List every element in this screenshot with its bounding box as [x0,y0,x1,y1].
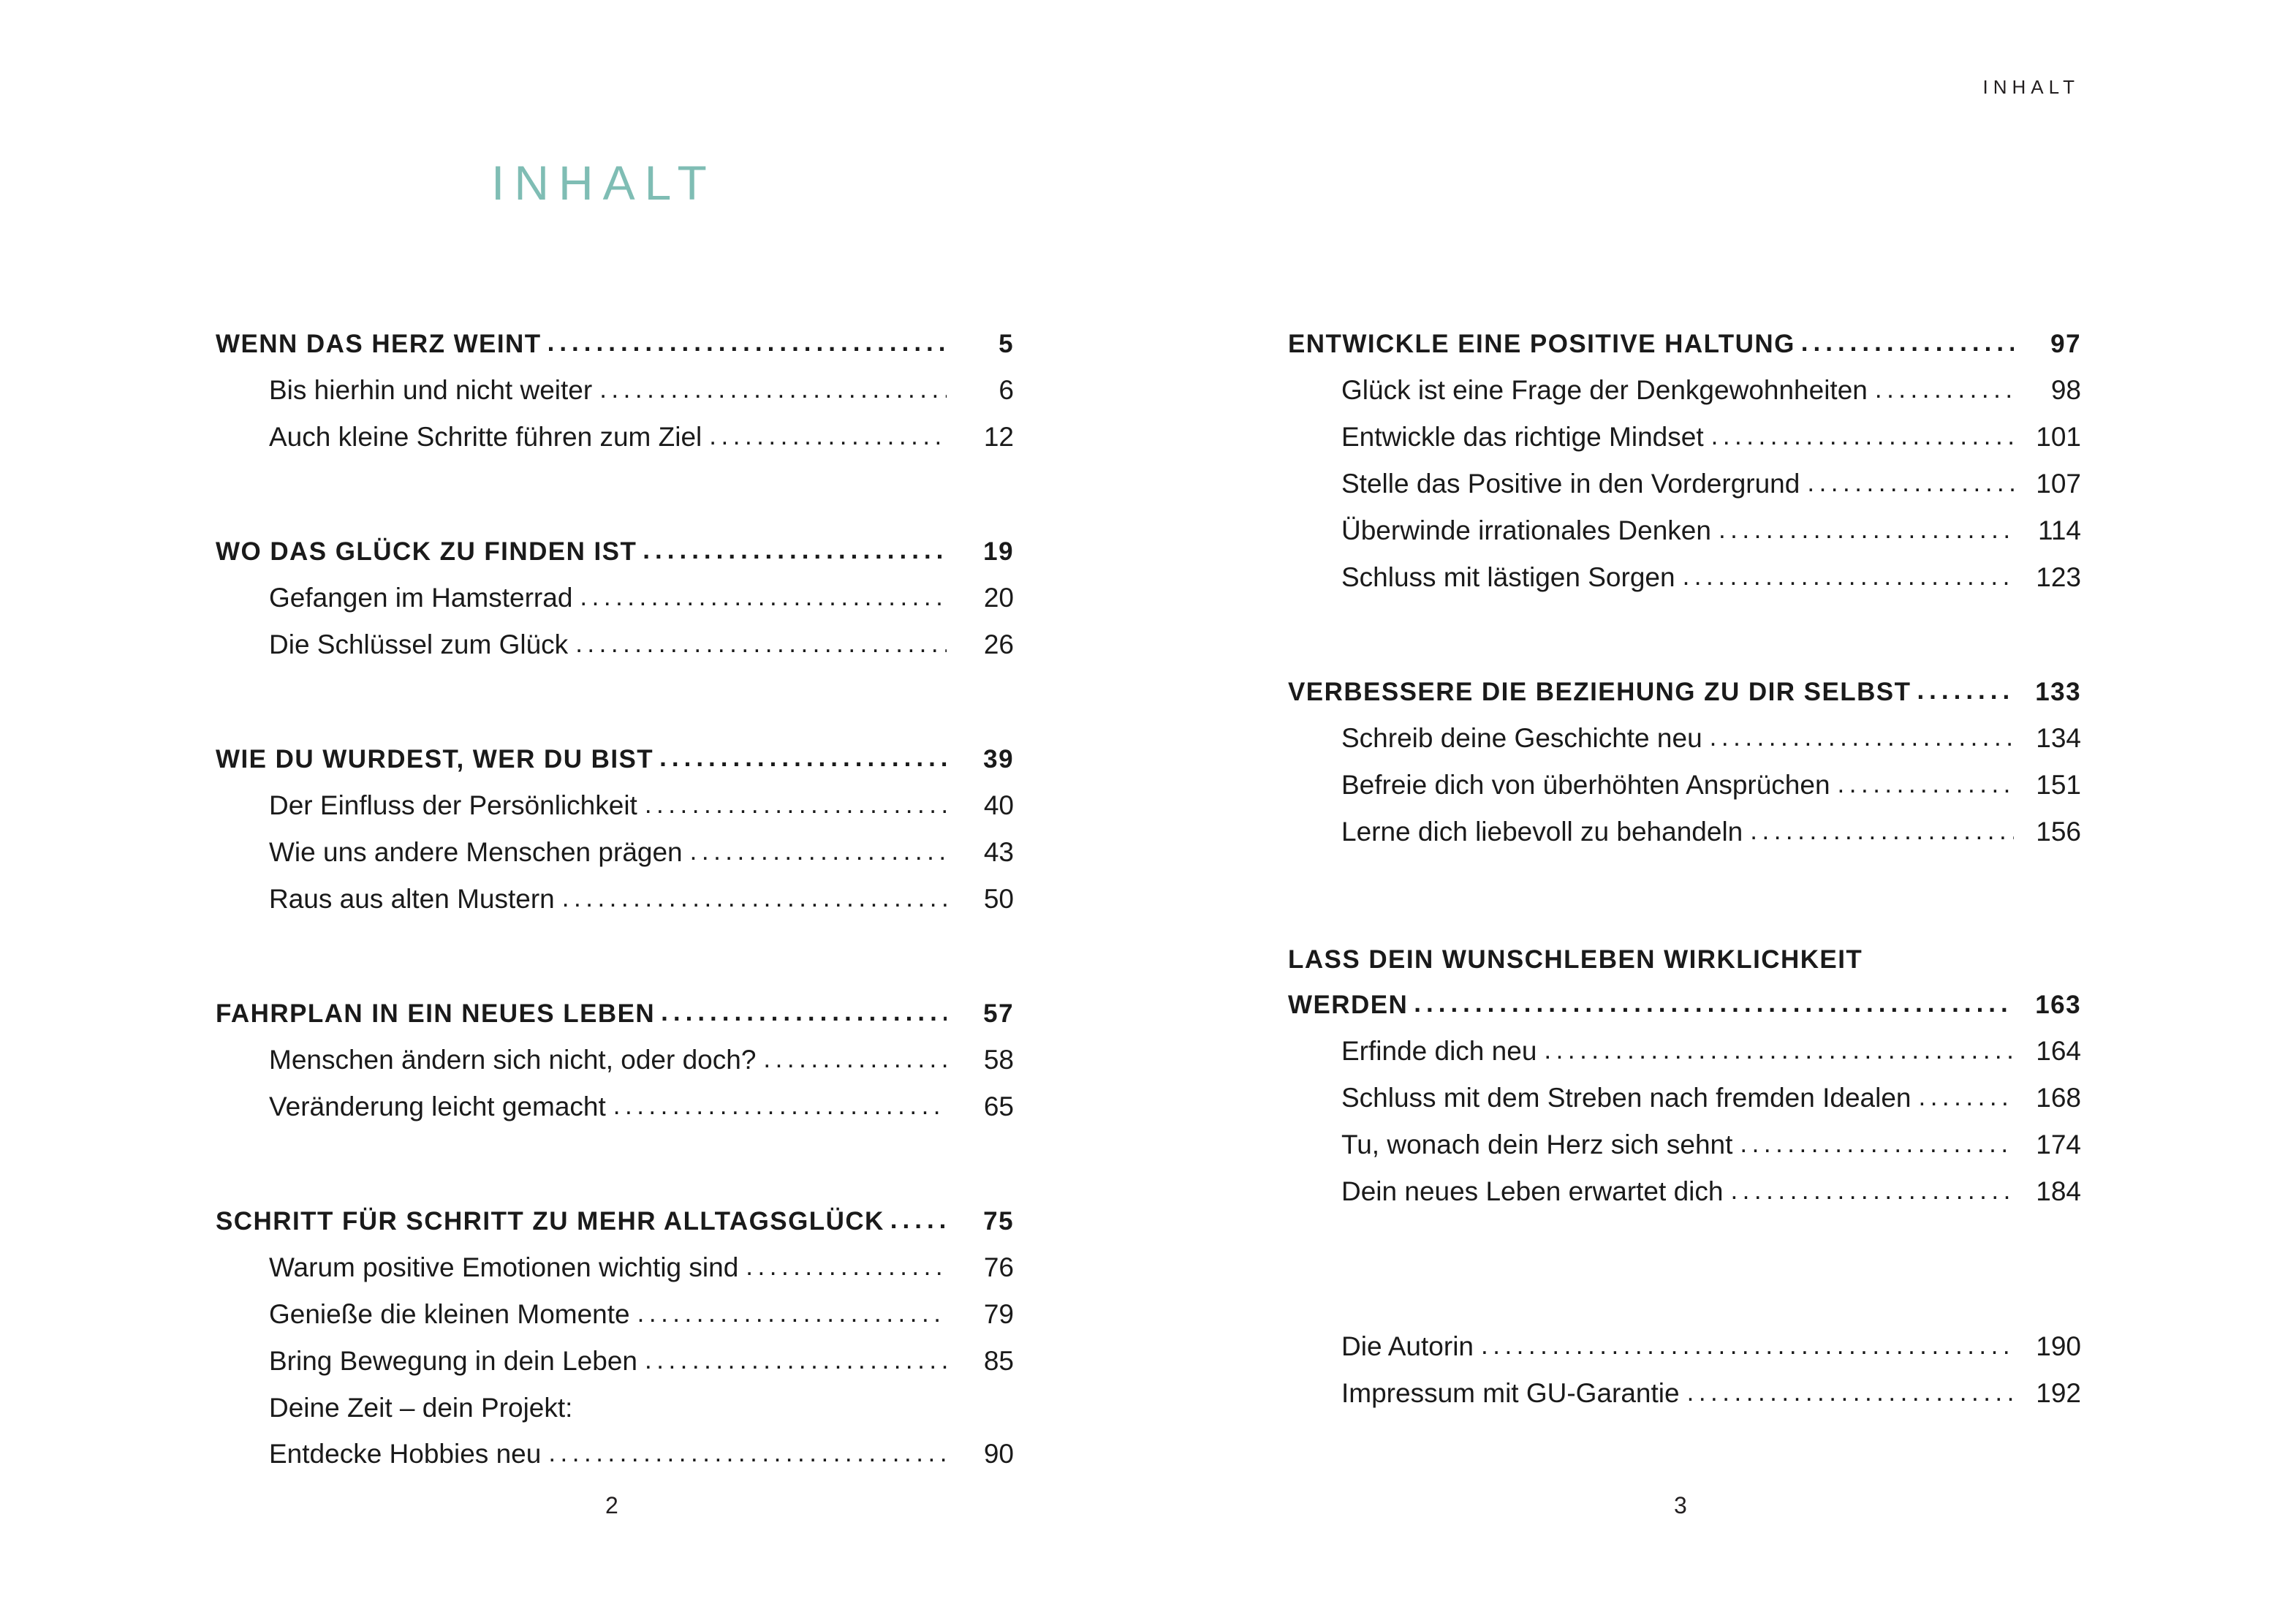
toc-chapter-page-number: 39 [983,745,1014,773]
dot-leader [1838,761,2014,807]
toc-entry-row[interactable] [216,876,1014,923]
toc-entry-label: Wie uns andere Menschen prägen [269,837,683,867]
dot-leader [1687,1369,2014,1415]
toc-chapter-label: WERDEN [1288,991,1409,1019]
toc-entry-row[interactable] [1288,762,2081,809]
toc-entry-label: Auch kleine Schritte führen zum Ziel [269,422,702,452]
toc-entry-page-number: 101 [2036,422,2081,452]
section-spacer [1288,1215,2081,1323]
toc-entry-label: Raus aus alten Mustern [269,884,555,914]
toc-chapter-row[interactable] [1288,670,2081,715]
toc-section [216,737,1014,923]
dot-leader [548,320,947,366]
toc-entry-label: Erfinde dich neu [1341,1036,1537,1066]
running-header-inhalt: INHALT [1982,76,2080,98]
toc-entry-row[interactable] [216,1385,1014,1431]
toc-chapter-row[interactable] [216,1199,1014,1244]
toc-entry-page-number: 98 [2050,375,2081,405]
dot-leader [763,1036,947,1082]
toc-entry-page-number: 168 [2036,1083,2081,1113]
toc-entry-row[interactable] [216,1291,1014,1338]
toc-chapter-row[interactable] [1288,937,2081,983]
toc-chapter-page-number: 133 [2035,678,2081,706]
toc-entry-row[interactable] [216,782,1014,829]
dot-leader [1719,507,2014,553]
toc-entry-row[interactable] [1288,507,2081,554]
dot-leader [1481,1323,2014,1369]
toc-entry-page-number: 43 [983,837,1014,867]
dot-leader [1730,1168,2014,1214]
toc-chapter-page-number: 75 [983,1207,1014,1236]
dot-leader [1801,320,2014,366]
toc-entry-page-number: 190 [2036,1331,2081,1361]
dot-leader [643,528,947,573]
dot-leader [709,413,947,459]
toc-entry-label: Befreie dich von überhöhten Ansprüchen [1341,770,1830,800]
toc-chapter-label: SCHRITT FÜR SCHRITT ZU MEHR ALLTAGSGLÜCK [216,1207,884,1236]
toc-entry-label: Entdecke Hobbies neu [269,1439,542,1469]
toc-entry-page-number: 79 [983,1299,1014,1329]
toc-entry-label: Die Autorin [1341,1331,1474,1361]
toc-entry-label: Der Einfluss der Persönlichkeit [269,790,637,820]
section-spacer [216,1130,1014,1199]
toc-chapter-row[interactable] [216,737,1014,782]
dot-leader [548,1430,947,1476]
toc-entry-page-number: 76 [983,1252,1014,1282]
toc-entry-row[interactable] [216,575,1014,621]
toc-chapter-label: FAHRPLAN IN EIN NEUES LEBEN [216,999,656,1028]
toc-entry-row[interactable] [216,367,1014,414]
toc-chapter-label: ENTWICKLE EINE POSITIVE HALTUNG [1288,330,1795,358]
dot-leader [562,875,947,921]
dot-leader [690,828,947,874]
toc-entry-row[interactable] [1288,1323,2081,1370]
toc-chapter-label: WO DAS GLÜCK ZU FINDEN IST [216,537,637,566]
dot-leader [1414,981,2014,1026]
section-spacer [216,461,1014,529]
dot-leader [661,990,947,1035]
toc-entry-label: Lerne dich liebevoll zu behandeln [1341,817,1743,847]
section-spacer [1288,601,2081,670]
toc-entry-page-number: 26 [983,629,1014,659]
toc-section [216,322,1014,461]
toc-entry-label: Entwickle das richtige Mindset [1341,422,1704,452]
dot-leader [746,1244,947,1290]
toc-entry-page-number: 50 [983,884,1014,914]
toc-entry-row[interactable] [216,414,1014,461]
toc-entry-page-number: 164 [2036,1036,2081,1066]
toc-entry-label: Schluss mit dem Streben nach fremden Idealen [1341,1083,1912,1113]
toc-section [216,529,1014,668]
dot-leader [890,1198,947,1243]
toc-entry-label: Gefangen im Hamsterrad [269,583,573,613]
toc-entry-row[interactable] [1288,715,2081,762]
toc-entry-label: Stelle das Positive in den Vordergrund [1341,469,1800,499]
toc-entry-label: Deine Zeit – dein Projekt: [269,1393,573,1423]
toc-entry-label: Die Schlüssel zum Glück [269,629,569,659]
dot-leader [1875,366,2014,412]
toc-entry-page-number: 40 [983,790,1014,820]
toc-entry-page-number: 107 [2036,469,2081,499]
toc-entry-page-number: 114 [2038,515,2081,545]
folio-right: 3 [1674,1492,1687,1518]
toc-chapter-row[interactable] [216,322,1014,367]
dot-leader [1917,668,2014,714]
dot-leader [645,782,947,828]
toc-entry-page-number: 85 [983,1346,1014,1376]
toc-entry-page-number: 12 [983,422,1014,452]
dot-leader [575,621,947,667]
toc-entry-page-number: 184 [2036,1176,2081,1206]
toc-entry-page-number: 192 [2036,1378,2081,1408]
toc-entry-row[interactable] [216,1083,1014,1130]
toc-entry-page-number: 58 [983,1045,1014,1075]
toc-chapter-page-number: 57 [983,999,1014,1028]
dot-leader [599,366,947,412]
toc-entry-row[interactable] [1288,1028,2081,1075]
toc-column-left [216,322,1014,1478]
toc-chapter-page-number: 163 [2035,991,2081,1019]
toc-entry-label: Glück ist eine Frage der Denkgewohnheiten [1341,375,1868,405]
toc-chapter-page-number: 5 [999,330,1014,358]
toc-entry-row[interactable] [216,1431,1014,1478]
toc-entry-label: Schreib deine Geschichte neu [1341,723,1702,753]
toc-chapter-label: WIE DU WURDEST, WER DU BIST [216,745,654,773]
dot-leader [1918,1074,2014,1120]
toc-chapter-row[interactable] [1288,322,2081,367]
toc-entry-row[interactable] [1288,1168,2081,1215]
toc-entry-label: Bring Bewegung in dein Leben [269,1346,637,1376]
dot-leader [1750,808,2014,854]
toc-entry-label: Tu, wonach dein Herz sich sehnt [1341,1130,1733,1159]
toc-entry-label: Bis hierhin und nicht weiter [269,375,593,405]
toc-section [216,1199,1014,1478]
toc-entry-page-number: 156 [2036,817,2081,847]
toc-entry-page-number: 65 [983,1092,1014,1121]
toc-entry-label: Veränderung leicht gemacht [269,1092,606,1121]
toc-entry-label: Impressum mit GU-Garantie [1341,1378,1680,1408]
toc-entry-row[interactable] [216,621,1014,668]
dot-leader [1711,413,2014,459]
toc-entry-row[interactable] [216,1244,1014,1291]
toc-entry-label: Warum positive Emotionen wichtig sind [269,1252,739,1282]
dot-leader [1807,460,2014,506]
section-spacer [216,668,1014,737]
dot-leader [659,735,947,781]
toc-entry-row[interactable] [216,1338,1014,1385]
dot-leader [1683,553,2014,599]
toc-entry-label: Überwinde irrationales Denken [1341,515,1711,545]
section-spacer [1288,855,2081,937]
toc-chapter-label: WENN DAS HERZ WEINT [216,330,542,358]
toc-section [1288,322,2081,601]
dot-leader [1710,714,2014,760]
dot-leader [645,1337,947,1383]
toc-chapter-label: VERBESSERE DIE BEZIEHUNG ZU DIR SELBST [1288,678,1912,706]
toc-chapter-row[interactable] [216,991,1014,1037]
dot-leader [580,574,947,620]
toc-entry-page-number: 6 [999,375,1014,405]
toc-entry-row[interactable] [1288,1121,2081,1168]
toc-entry-label: Schluss mit lästigen Sorgen [1341,562,1675,592]
toc-section [216,991,1014,1130]
toc-section [1288,670,2081,855]
dot-leader [613,1083,947,1129]
toc-chapter-page-number: 97 [2050,330,2081,358]
toc-entry-page-number: 174 [2036,1130,2081,1159]
toc-entry-row[interactable] [216,1037,1014,1083]
toc-entry-row[interactable] [216,829,1014,876]
toc-section [1288,1323,2081,1417]
toc-entry-row[interactable] [1288,809,2081,855]
toc-column-right [1288,322,2081,1417]
toc-entry-page-number: 20 [983,583,1014,613]
toc-chapter-page-number: 19 [983,537,1014,566]
toc-chapter-label: LASS DEIN WUNSCHLEBEN WIRKLICHKEIT [1288,945,1863,974]
toc-chapter-row[interactable] [216,529,1014,575]
dot-leader [637,1290,947,1336]
dot-leader [1740,1121,2014,1167]
dot-leader [1544,1027,2014,1073]
toc-entry-page-number: 134 [2036,723,2081,753]
page-title: INHALT [491,156,716,210]
toc-entry-page-number: 90 [983,1439,1014,1469]
toc-entry-label: Dein neues Leben erwartet dich [1341,1176,1724,1206]
toc-entry-label: Genieße die kleinen Momente [269,1299,630,1329]
toc-entry-row[interactable] [1288,1370,2081,1417]
toc-section [1288,937,2081,1215]
toc-entry-page-number: 151 [2036,770,2081,800]
toc-entry-row[interactable] [1288,414,2081,461]
toc-entry-row[interactable] [1288,554,2081,601]
toc-entry-page-number: 123 [2036,562,2081,592]
toc-chapter-row[interactable] [1288,983,2081,1028]
toc-entry-row[interactable] [1288,1075,2081,1121]
toc-entry-row[interactable] [1288,461,2081,507]
toc-entry-row[interactable] [1288,367,2081,414]
toc-entry-label: Menschen ändern sich nicht, oder doch? [269,1045,757,1075]
folio-left: 2 [605,1492,618,1518]
section-spacer [216,923,1014,991]
